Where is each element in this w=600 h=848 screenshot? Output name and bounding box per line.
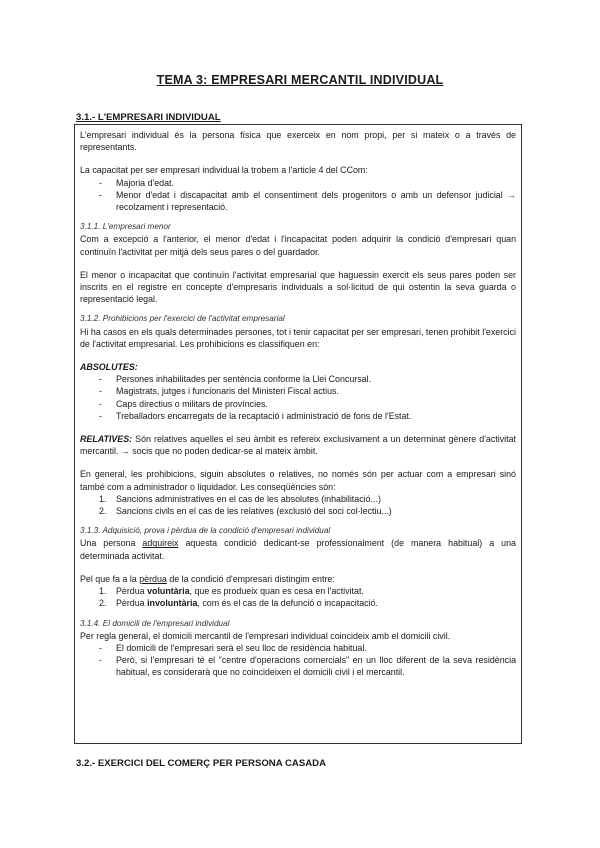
capacity-list [80, 177, 516, 214]
subheading-3-1-1: 3.1.1. L'empresari menor [80, 222, 171, 232]
subheading-3-1-2: 3.1.2. Prohibicions per l'exercici de l'activitat empresarial [80, 314, 285, 324]
loss-list [80, 585, 516, 609]
absolutes-list [80, 373, 516, 422]
consequences-list [80, 493, 516, 517]
paragraph: Pel que fa a la pèrdua de la condició d'empresari distingim entre: [80, 573, 335, 584]
list-item: 2. Pèrdua involuntària, com és el cas de la defunció o incapacitació. [99, 598, 378, 609]
list-item: 1. Sancions administratives en el cas de les absolutes (inhabilitació...) [99, 493, 381, 504]
paragraph: El menor o incapacitat que continuïn l'activitat empresarial que haguessin exercit els seus pares poden ser inscrits en el registre en concepte d'empresaris individuals a sol·licitud de qui ostentin la seva guarda o representació legal. [80, 269, 516, 305]
subheading-3-1-4: 3.1.4. El domicili de l'empresari individual [80, 618, 230, 628]
section-heading-3-2: 3.2.- EXERCICI DEL COMERÇ PER PERSONA CASADA [76, 758, 327, 769]
paragraph: Una persona adquireix aquesta condició dedicant-se professionalment (de manera habitual) a una determinada activitat. [80, 538, 516, 561]
paragraph: Hi ha casos en els quals determinades persones, tot i tenir capacitat per ser empresari, tenen prohibit l'exercici de l'activitat empresarial. Les prohibicions es classifiquen en: [80, 326, 516, 349]
domicile-list [80, 642, 516, 679]
page-title: TEMA 3: EMPRESARI MERCANTIL INDIVIDUAL [156, 73, 444, 87]
list-item: - Magistrats, jutges i funcionaris del Ministeri Fiscal actius. [80, 385, 516, 397]
list-item: - Persones inhabilitades per sentència conforme la Llei Concursal. [80, 373, 516, 385]
list-item: - Treballadors encarregats de la recaptació i administració de fons de l'Estat. [80, 410, 516, 422]
paragraph: Per regla general, el domicili mercantil de l'empresari individual coincideix amb el domicili civil. [80, 630, 451, 641]
relatives-paragraph [80, 433, 516, 457]
absolutes-label: ABSOLUTES: [80, 362, 138, 373]
list-item: - Caps directius o militars de províncies. [80, 398, 516, 410]
list-item: 2. Sancions civils en el cas de les relatives (exclusió del soci col·lectiu...) [99, 506, 392, 517]
section-3-1-box [74, 124, 522, 744]
intro-paragraph: L'empresari individual és la persona física que exerceix en nom propi, per si mateix o a través de representants. [80, 130, 516, 153]
section-heading-3-1: 3.1.- L'EMPRESARI INDIVIDUAL [76, 112, 221, 123]
list-item: - Majoria d'edat. [80, 177, 516, 189]
relatives-text: Són relatives aquelles el seu àmbit es refereix exclusivament a un determinat gènere d'activitat mercantil. → socis que no poden dedicar-se al mateix àmbit. [80, 434, 516, 457]
list-item: - Però, si l'empresari té el "centre d'operacions comercials" en un lloc diferent de la seva residència habitual, es considerarà que no coincideixen el domicili civil i el mercantil. [80, 654, 516, 678]
list-item: - El domicili de l'empresari serà el seu lloc de residència habitual. [80, 642, 516, 654]
capacity-intro: La capacitat per ser empresari individual la trobem a l'article 4 del CCom: [80, 165, 368, 176]
subheading-3-1-3: 3.1.3. Adquisició, prova i pèrdua de la condició d'empresari individual [80, 526, 331, 536]
list-item: - Menor d'edat i discapacitat amb el consentiment dels progenitors o amb un defensor judicial → recolzament i representació. [80, 189, 516, 213]
list-item: 1. Pèrdua voluntària, que es produeix quan es cesa en l'activitat. [99, 586, 364, 597]
paragraph: Com a excepció a l'anterior, el menor d'edat i l'incapacitat poden adquirir la condició d'empresari quan continuïn l'activitat per mitjà dels seus pares o del guardador. [80, 234, 516, 257]
relatives-label: RELATIVES: [80, 434, 133, 445]
paragraph: En general, les prohibicions, siguin absolutes o relatives, no només són per actuar com a empresari sinó també com a administrador o liquidador. Les conseqüències són: [80, 469, 516, 492]
